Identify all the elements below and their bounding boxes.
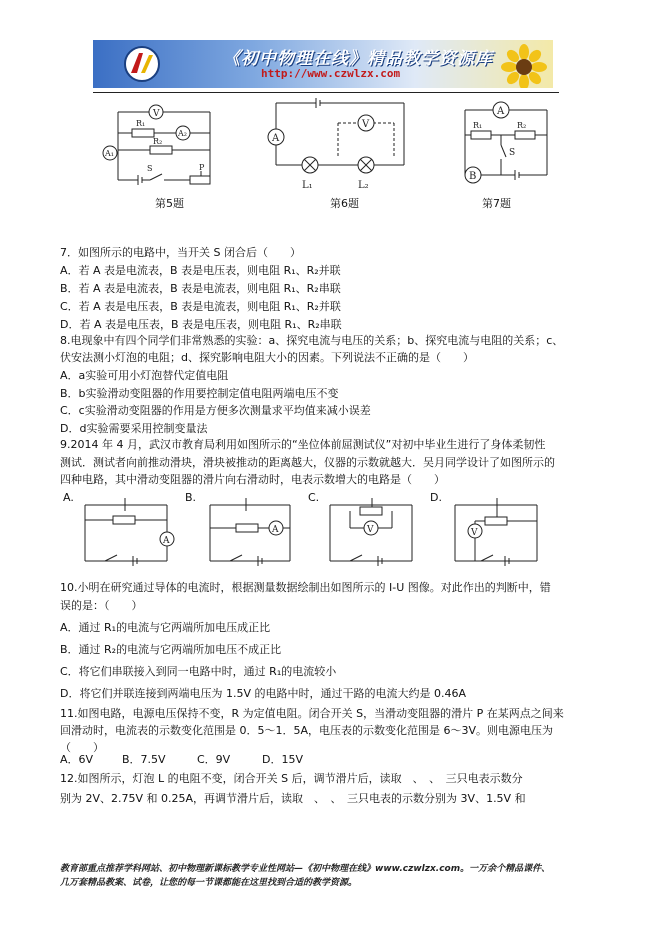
figure-6-caption: 第6题 (330, 197, 359, 210)
q9-opt-d-label: D. (430, 491, 442, 504)
q10-stem-line1: 10.小明在研究通过导体的电流时，根据测量数据绘制出如图所示的 I-U 图像。对此作出的判断中，错 (60, 581, 551, 594)
q8-stem-line2: 伏安法测小灯泡的电阻；d、探究影响电阻大小的因素。下列说法不正确的是（ ） (60, 351, 474, 364)
q12-stem-line1: 12.如图所示，灯泡 L 的电阻不变，闭合开关 S 后，调节滑片后，读取 、 、 三只电表示数分 (60, 772, 523, 785)
fig7-label-R1: R₁ (473, 121, 483, 130)
q10-option-a: A．通过 R₁的电流与它两端所加电压成正比 (60, 621, 271, 634)
fig7-label-B: B (469, 171, 477, 182)
header-title: 《初中物理在线》精品教学资源库 (223, 49, 493, 69)
figure-5-circuit (98, 95, 218, 194)
site-logo-icon (123, 45, 161, 83)
q8-option-c: C．c实验滑动变阻器的作用是方便多次测量求平均值来减小误差 (60, 404, 371, 417)
q9-stem-line3: 四种电路，其中滑动变阻器的滑片向右滑动时，电表示数增大的电路是（ ） (60, 473, 445, 486)
q9-circuit-a (75, 495, 185, 574)
q11-stem-line3: （ ） (60, 741, 104, 754)
fig6-label-L1: L₁ (302, 180, 313, 191)
figure-7-circuit (455, 95, 555, 194)
fig5-label-A1: A₁ (105, 149, 114, 158)
q9-stem-line2: 测试．测试者向前推动滑块，滑块被推动的距离越大，仪器的示数就越大．吴月同学设计了如图所示的 (60, 456, 555, 469)
q9a-meter-label: A (163, 536, 170, 546)
q11-option-b: B．7.5V (122, 753, 166, 766)
footer (60, 862, 550, 890)
q11-stem-line2: 回滑动时，电流表的示数变化范围是 0．5～1．5A，电压表的示数变化范围是 6～3V。则电源电压为 (60, 724, 554, 737)
fig5-label-P: P (199, 163, 205, 172)
sunflower-icon (501, 44, 547, 88)
q8-stem-line1: 8.电现象中有四个同学们非常熟悉的实验：a、探究电流与电压的关系；b、探究电流与电阻的关系；c、 (60, 334, 564, 347)
header-rule (93, 92, 559, 93)
header-banner (93, 40, 553, 88)
q8-option-a: A．a实验可用小灯泡替代定值电阻 (60, 369, 229, 382)
fig7-label-A: A (497, 106, 505, 117)
q11-stem-line1: 11.如图电路，电源电压保持不变，R 为定值电阻。闭合开关 S，当滑动变阻器的滑片 P 在某两点之间来 (60, 707, 564, 720)
fig6-label-L2: L₂ (358, 180, 369, 191)
footer-line-1: 教育部重点推荐学科网站、初中物理新课标教学专业性网站—《初中物理在线》www.czwlzx.com。一万余个精品课件、 (60, 864, 551, 874)
q10-stem-line2: 误的是：（ ） (60, 599, 143, 612)
fig5-label-R2: R₂ (153, 137, 163, 146)
fig7-label-S: S (509, 148, 516, 158)
figure-5-caption: 第5题 (155, 197, 184, 210)
fig7-label-R2: R₂ (517, 121, 527, 130)
q9d-meter-label: V (471, 528, 478, 538)
q10-option-d: D．将它们并联连接到两端电压为 1.5V 的电路中时，通过干路的电流大约是 0.46A (60, 687, 466, 700)
fig5-label-A2: A₂ (178, 129, 187, 138)
q7-option-d: D．若 A 表是电压表，B 表是电压表，则电阻 R₁、R₂串联 (60, 318, 342, 331)
q9c-meter-label: V (367, 525, 374, 535)
fig5-label-R1: R₁ (136, 119, 146, 128)
q8-option-b: B．b实验滑动变阻器的作用要控制定值电阻两端电压不变 (60, 387, 339, 400)
footer-line-2: 几万套精品教案、试卷，让您的每一节课都能在这里找到合适的教学资源。 (60, 878, 358, 888)
q9-opt-a-label: A. (63, 491, 74, 504)
q11-option-c: C．9V (197, 753, 231, 766)
q9-opt-b-label: B. (185, 491, 197, 504)
figure-7-caption: 第7题 (482, 197, 511, 210)
q11-option-d: D．15V (262, 753, 303, 766)
header-url[interactable]: http://www.czwlzx.com (261, 67, 401, 80)
q8-option-d: D．d实验需要采用控制变量法 (60, 422, 208, 435)
q7-option-a: A．若 A 表是电流表，B 表是电压表，则电阻 R₁、R₂并联 (60, 264, 341, 277)
fig5-label-V: V (153, 109, 160, 119)
q9-stem-line1: 9.2014 年 4 月，武汉市教育局利用如图所示的“坐位体前屈测试仪”对初中毕业生进行了身体柔韧性 (60, 438, 546, 451)
q9-circuit-c (320, 495, 425, 574)
q9-opt-c-label: C. (308, 491, 320, 504)
q11-option-a: A．6V (60, 753, 94, 766)
q7-option-b: B．若 A 表是电流表，B 表是电流表，则电阻 R₁、R₂串联 (60, 282, 341, 295)
q10-option-b: B．通过 R₂的电流与它两端所加电压不成正比 (60, 643, 282, 656)
q10-option-c: C．将它们串联接入到同一电路中时，通过 R₁的电流较小 (60, 665, 337, 678)
q7-stem: 7．如图所示的电路中，当开关 S 闭合后（ ） (60, 246, 301, 259)
q9-circuit-d (445, 495, 550, 574)
fig6-label-A: A (272, 133, 280, 144)
q9b-meter-label: A (272, 525, 279, 535)
q12-stem-line2: 别为 2V、2.75V 和 0.25A，再调节滑片后，读取 、 、 三只电表的示数分别为 3V、1.5V 和 (60, 792, 526, 805)
figure-6-circuit (262, 95, 412, 199)
q9-circuit-b (200, 495, 300, 574)
q7-option-c: C．若 A 表是电压表，B 表是电流表，则电阻 R₁、R₂并联 (60, 300, 341, 313)
fig6-label-V: V (362, 119, 370, 130)
fig5-label-S: S (147, 164, 153, 173)
